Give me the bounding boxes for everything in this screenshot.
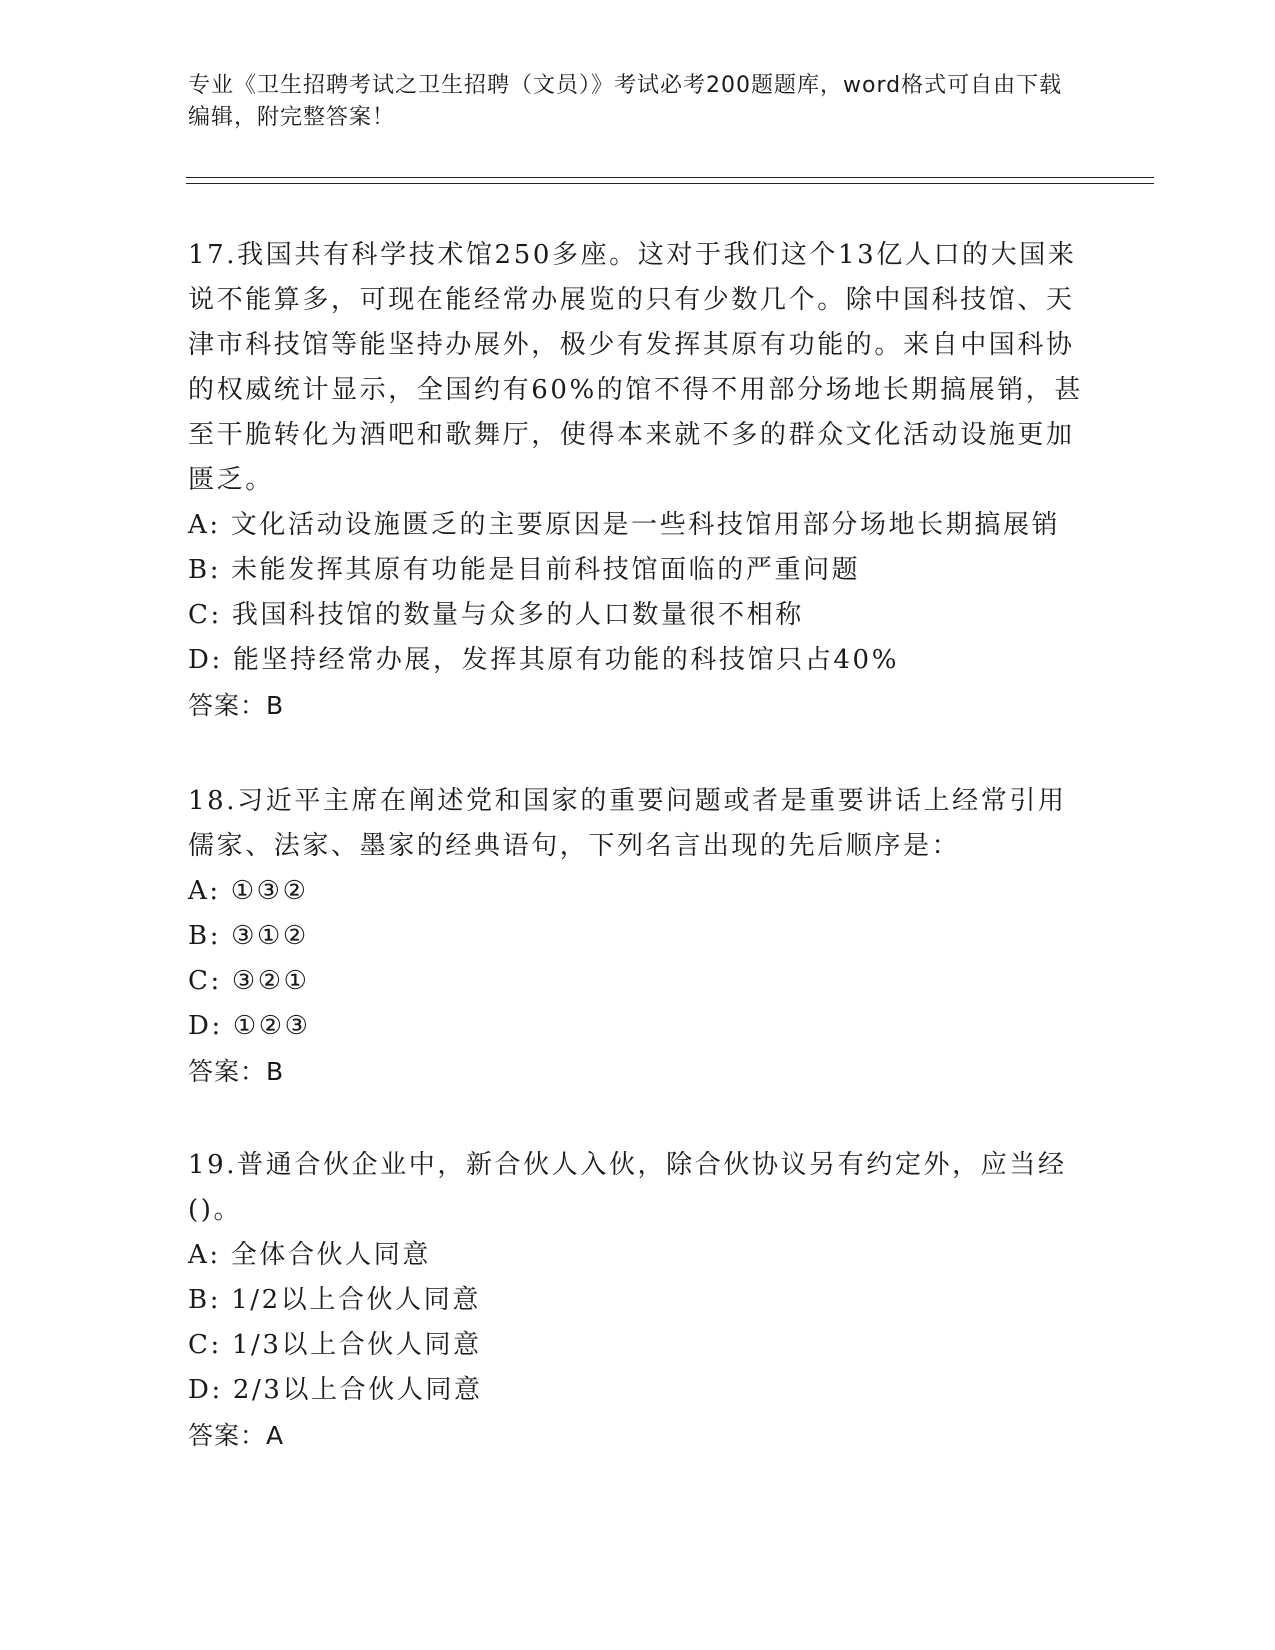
option-c [188, 593, 1088, 638]
option-letter: C: [188, 600, 222, 630]
option-text: 文化活动设施匮乏的主要原因是一些科技馆用部分场地长期搞展销 [230, 510, 1061, 540]
header-divider-top [186, 177, 1154, 178]
option-text: 1/3以上合伙人同意 [231, 1330, 482, 1360]
option-letter: A: [188, 1240, 221, 1270]
option-letter: D: [188, 645, 223, 675]
option-d [188, 1004, 1088, 1049]
option-text: ③②① [231, 966, 310, 996]
option-text: 2/3以上合伙人同意 [232, 1375, 483, 1405]
option-text: 我国科技馆的数量与众多的人口数量很不相称 [231, 600, 804, 630]
option-text: 未能发挥其原有功能是目前科技馆面临的严重问题 [231, 555, 861, 585]
document-header [188, 70, 1078, 134]
option-a [188, 503, 1088, 548]
option-b [188, 914, 1088, 959]
option-text: 能坚持经常办展，发挥其原有功能的科技馆只占40% [232, 645, 900, 675]
option-c [188, 959, 1088, 1004]
option-letter: D: [188, 1375, 223, 1405]
question-17 [188, 233, 1088, 728]
answer: 答案：B [188, 691, 285, 720]
question-18 [188, 779, 1088, 1094]
option-letter: B: [188, 1285, 222, 1315]
option-b [188, 548, 1088, 593]
option-letter: A: [188, 876, 221, 906]
header-divider-bottom [186, 183, 1154, 184]
question-stem: 19.普通合伙企业中，新合伙人入伙，除合伙协议另有约定外，应当经()。 [188, 1150, 1067, 1225]
option-b [188, 1278, 1088, 1323]
option-text: ③①② [231, 921, 309, 951]
option-d [188, 1368, 1088, 1413]
question-stem: 17.我国共有科学技术馆250多座。这对于我们这个13亿人口的大国来说不能算多，可现在能经常办展览的只有少数几个。除中国科技馆、天津市科技馆等能坚持办展外，极少有发挥其原有功能的。来自中国科协的权威统计显示，全国约有60%的馆不得不用部分场地长期搞展销，甚至干脆转化为酒吧和歌舞厅，使得本来就不多的群众文化活动设施更加匮乏。 [188, 240, 1083, 495]
option-c [188, 1323, 1088, 1368]
option-letter: B: [188, 555, 222, 585]
option-letter: D: [188, 1011, 223, 1041]
option-text: ①②③ [232, 1011, 311, 1041]
option-d [188, 638, 1088, 683]
option-letter: C: [188, 1330, 222, 1360]
option-letter: A: [188, 510, 221, 540]
option-letter: B: [188, 921, 222, 951]
question-19 [188, 1143, 1088, 1458]
option-text: ①③② [230, 876, 309, 906]
question-stem: 18.习近平主席在阐述党和国家的重要问题或者是重要讲话上经常引用儒家、法家、墨家的经典语句，下列名言出现的先后顺序是： [188, 786, 1067, 861]
answer: 答案：A [188, 1421, 285, 1450]
option-a [188, 1233, 1088, 1278]
option-text: 1/2以上合伙人同意 [231, 1285, 481, 1315]
option-letter: C: [188, 966, 222, 996]
answer: 答案：B [188, 1057, 285, 1086]
option-text: 全体合伙人同意 [230, 1240, 431, 1270]
option-a [188, 869, 1088, 914]
header-text: 专业《卫生招聘考试之卫生招聘（文员）》考试必考200题题库，word格式可自由下载编辑，附完整答案！ [188, 73, 1063, 130]
